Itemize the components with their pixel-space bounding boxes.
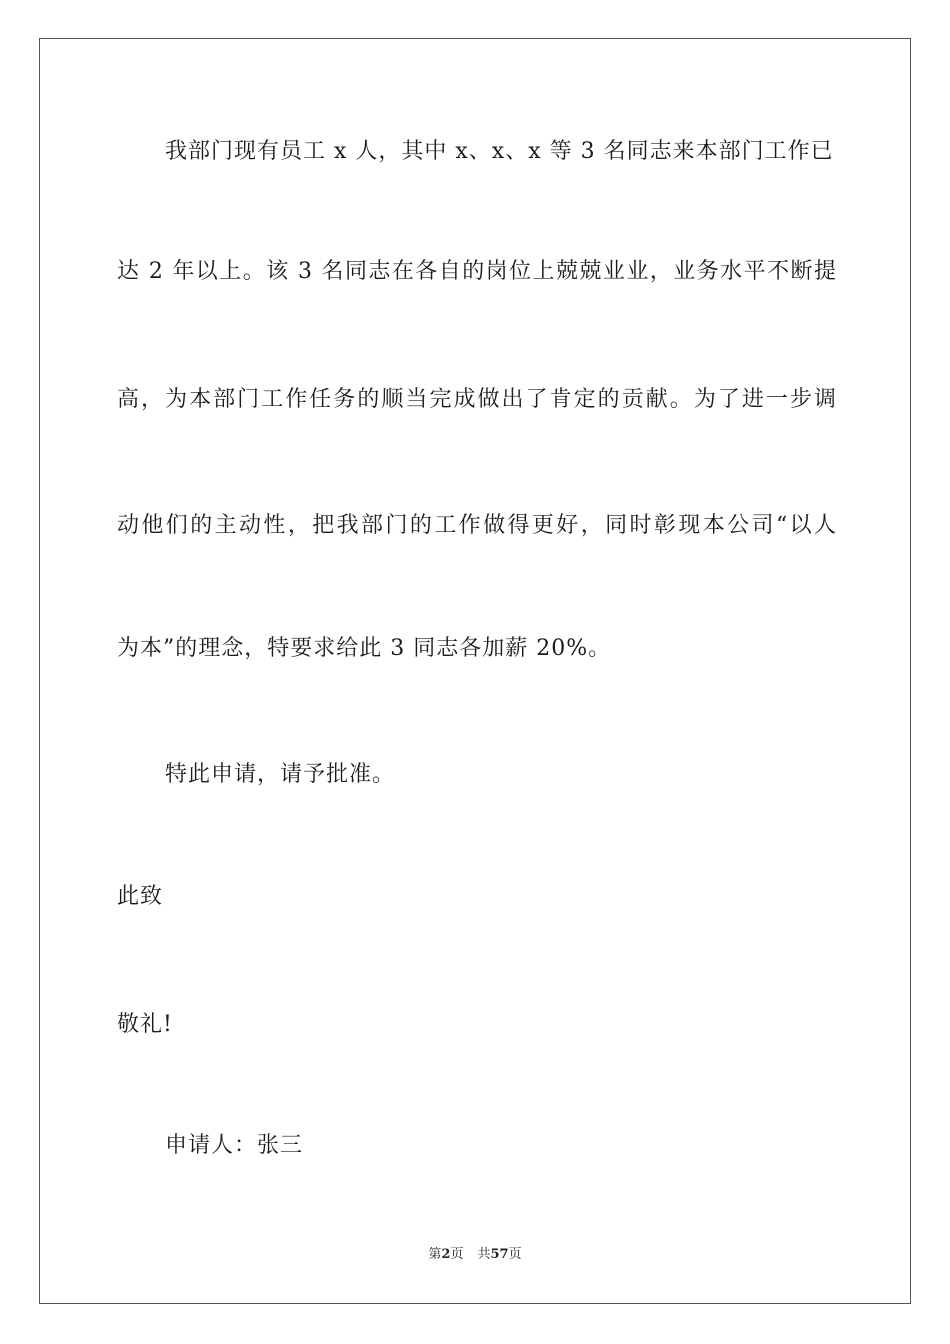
current-page-number: 2 <box>441 1247 451 1262</box>
body-line-4: 动他们的主动性，把我部门的工作做得更好，同时彰现本公司“以人 <box>117 513 837 538</box>
page-suffix: 页 <box>450 1247 464 1262</box>
page-border <box>39 38 911 1304</box>
total-prefix: 共 <box>477 1247 491 1262</box>
page-footer <box>0 1246 950 1264</box>
page-prefix: 第 <box>428 1247 442 1262</box>
closing-request: 特此申请，请予批准。 <box>165 762 396 787</box>
body-line-1: 我部门现有员工 x 人，其中 x、x、x 等 3 名同志来本部门工作已 <box>165 139 834 164</box>
body-line-5: 为本”的理念，特要求给此 3 同志各加薪 20%。 <box>117 636 612 661</box>
salutation-ci-zhi: 此致 <box>117 884 164 909</box>
total-page-count: 57 <box>490 1247 509 1262</box>
body-line-2: 达 2 年以上。该 3 名同志在各自的岗位上兢兢业业，业务水平不断提 <box>117 259 837 284</box>
total-suffix: 页 <box>508 1247 522 1262</box>
body-line-3: 高，为本部门工作任务的顺当完成做出了肯定的贡献。为了进一步调 <box>117 387 837 412</box>
salutation-jing-li: 敬礼! <box>117 1012 173 1037</box>
applicant-signature: 申请人：张三 <box>165 1133 304 1158</box>
